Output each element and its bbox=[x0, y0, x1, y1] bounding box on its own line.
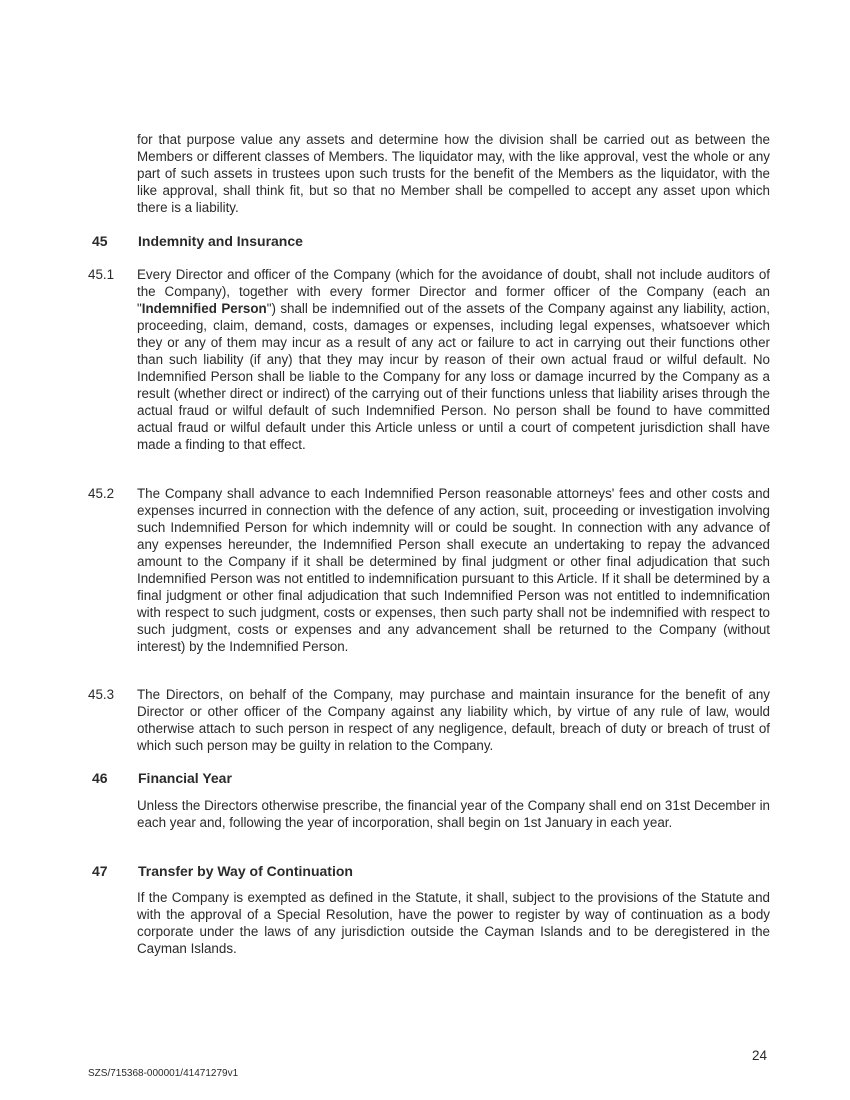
intro-paragraph: for that purpose value any assets and determine how the division shall be carried out as between the Members or different classes of Members. The liquidator may, with the like approval, vest the whole or any part of such assets in trustees upon such trusts for the benefit of the Members as the liquidator, with the like approval, shall think fit, but so that no Member shall be compelled to accept any asset upon which there is a liability. bbox=[137, 132, 770, 215]
clause-45-2-text: The Company shall advance to each Indemnified Person reasonable attorneys' fees and other costs and expenses incurred in connection with the defence of any action, suit, proceeding or investigation involving such Indemnified Person for which indemnity will or could be sought. In connection with any advance of any expenses hereunder, the Indemnified Person shall execute an undertaking to repay the advanced amount to the Company if it shall be determined by final judgment or other final adjudication that such Indemnified Person was not entitled to indemnification pursuant to this Article. If it shall be determined by a final judgment or other final adjudication that such Indemnified Person was not entitled to indemnification with respect to such judgment, costs or expenses, then such party shall not be indemnified with respect to such judgment, costs or expenses and any advancement shall be returned to the Company (without interest) by the Indemnified Person. bbox=[137, 486, 770, 654]
clause-45-1-number: 45.1 bbox=[88, 267, 115, 282]
section-46-text: Unless the Directors otherwise prescribe, the financial year of the Company shall end on 31st December in each year and, following the year of incorporation, shall begin on 1st January in each year. bbox=[137, 798, 770, 830]
clause-45-1-text-before: Every Director and officer of the Company (which for the avoidance of doubt, shall not include auditors of the Company), together with every former Director and former officer of the Company (each an " bbox=[137, 267, 770, 316]
section-47-text: If the Company is exempted as defined in the Statute, it shall, subject to the provisions of the Statute and with the approval of a Special Resolution, have the power to register by way of continuation as a body corporate under the laws of any jurisdiction outside the Cayman Islands and to be deregistered in the Cayman Islands. bbox=[137, 890, 770, 956]
clause-45-1-text bbox=[137, 266, 770, 453]
footer-reference: SZS/715368-000001/41471279v1 bbox=[88, 1068, 239, 1079]
clause-45-3-text: The Directors, on behalf of the Company, may purchase and maintain insurance for the benefit of any Director or other officer of the Company against any liability which, by virtue of any rule of law, would otherwise attach to such person in respect of any negligence, default, breach of duty or breach of trust of which such person may be guilty in relation to the Company. bbox=[137, 687, 770, 753]
section-45-number: 45 bbox=[92, 233, 108, 249]
section-47-title: Transfer by Way of Continuation bbox=[138, 863, 353, 879]
clause-45-3-number: 45.3 bbox=[88, 687, 115, 702]
section-46-title: Financial Year bbox=[138, 770, 232, 786]
section-46-number: 46 bbox=[92, 770, 108, 786]
section-47-number: 47 bbox=[92, 863, 108, 879]
defined-term-indemnified-person: Indemnified Person bbox=[141, 301, 267, 316]
clause-45-2-number: 45.2 bbox=[88, 486, 115, 501]
page-number: 24 bbox=[752, 1048, 768, 1063]
section-45-title: Indemnity and Insurance bbox=[138, 233, 303, 249]
clause-45-1-text-after: ") shall be indemnified out of the assets of the Company against any liability, action, proceeding, claim, demand, costs, damages or expenses, including legal expenses, whatsoever which they or any of them may incur as a result of any act or failure to act in carrying out their functions other than such liability (if any) that they may incur by reason of their own actual fraud or wilful default. No Indemnified Person shall be liable to the Company for any loss or damage incurred by the Company as a result (whether direct or indirect) of the carrying out of their functions unless that liability arises through the actual fraud or wilful default of such Indemnified Person. No person shall be found to have committed actual fraud or wilful default under this Article unless or until a court of competent jurisdiction shall have made a finding to that effect. bbox=[137, 301, 770, 452]
